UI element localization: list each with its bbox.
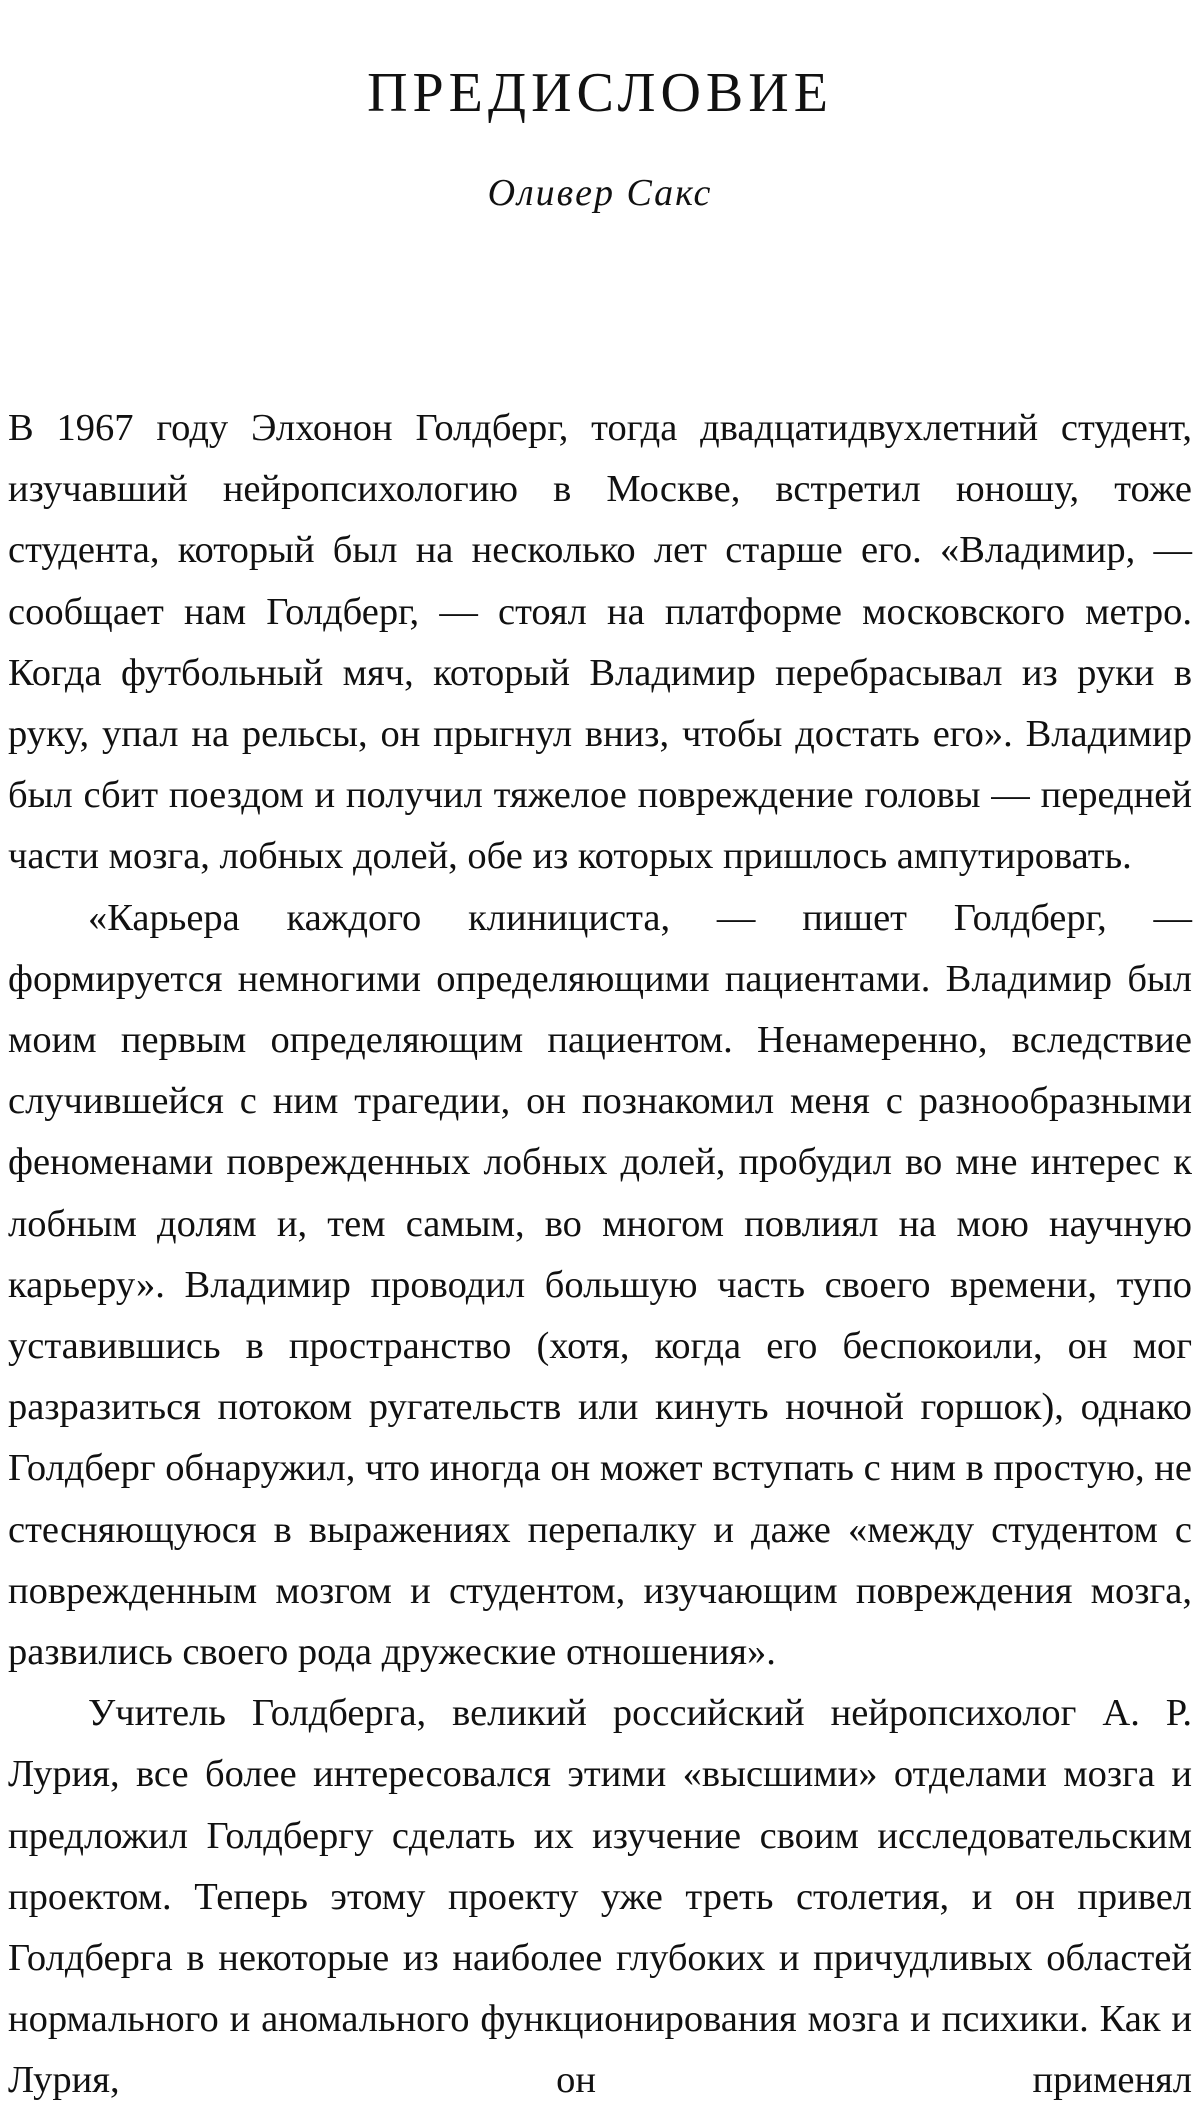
chapter-title: ПРЕДИСЛОВИЕ (367, 62, 833, 124)
body-text (8, 398, 1192, 2112)
paragraph-3: Учитель Голдберга, великий российский нейропсихолог А. Р. Лурия, все более интересовался этими «высшими» отделами мозга и предложил Голдбергу сделать их изучение своим исследовательским проектом. Теперь этому проекту уже треть столетия, и он привел Голдберга в некоторые из наиболее глубоких и причудливых областей нормального и аномального функционирования мозга и психики. Как и Лурия, он применял (8, 1692, 1192, 2102)
chapter-author: Оливер Сакс (487, 172, 713, 214)
paragraph-1: В 1967 году Элхонон Голдберг, тогда двадцатидвухлетний студент, изучавший нейропсихологию в Москве, встретил юношу, тоже студента, который был на несколько лет старше его. «Владимир, — сообщает нам Голдберг, — стоял на платформе московского метро. Когда футбольный мяч, который Владимир перебрасывал из руки в руку, упал на рельсы, он прыгнул вниз, чтобы достать его». Владимир был сбит поездом и получил тяжелое повреждение головы — передней части мозга, лобных долей, обе из которых пришлось ампутировать. (8, 407, 1192, 878)
paragraph-2: «Карьера каждого клинициста, — пишет Голдберг, — формируется немногими определяющими пациентами. Владимир был моим первым определяющим пациентом. Ненамеренно, вследствие случившейся с ним трагедии, он познакомил меня с разнообразными феноменами поврежденных лобных долей, пробудил во мне интерес к лобным долям и, тем самым, во многом повлиял на мою научную карьеру». Владимир проводил большую часть своего времени, тупо уставившись в пространство (хотя, когда его беспокоили, он мог разразиться потоком ругательств или кинуть ночной горшок), однако Голдберг обнаружил, что иногда он может вступать с ним в простую, не стесняющуюся в выражениях перепалку и даже «между студентом с поврежденным мозгом и студентом, изучающим повреждения мозга, развились своего рода дружеские отношения». (8, 896, 1192, 1674)
